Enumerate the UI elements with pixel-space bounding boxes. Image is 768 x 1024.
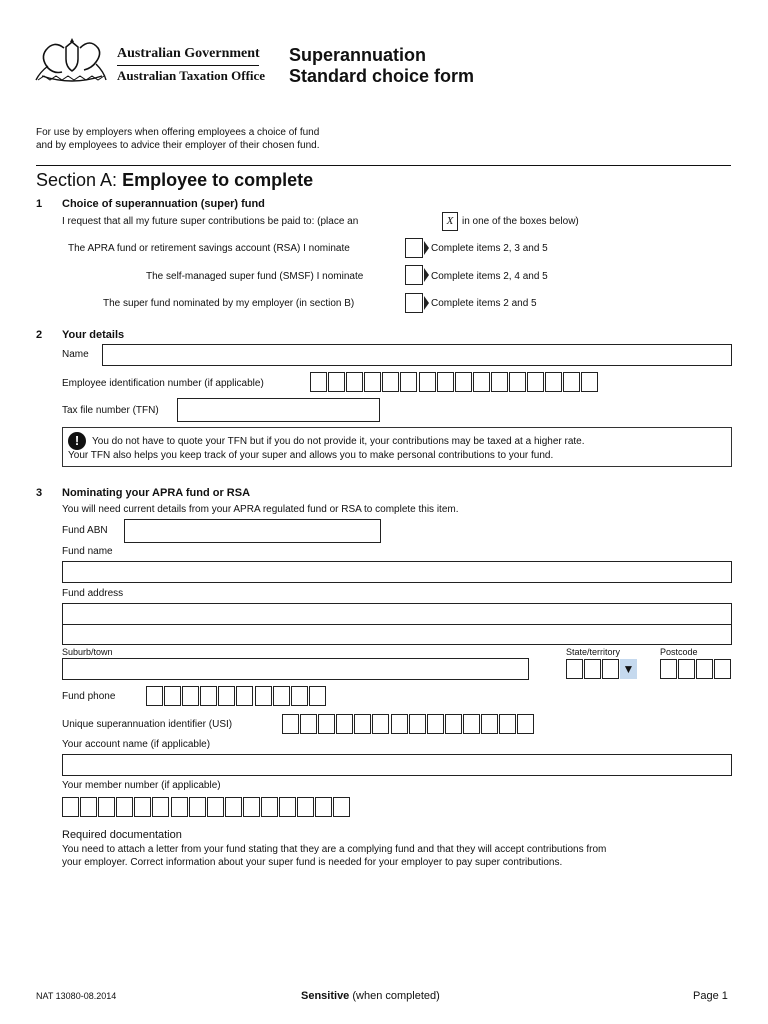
eid-cell[interactable]: [491, 372, 508, 392]
eid-cell[interactable]: [563, 372, 580, 392]
member-cell[interactable]: [98, 797, 115, 817]
state-dropdown-icon[interactable]: ▼: [620, 659, 637, 679]
usi-cell[interactable]: [481, 714, 498, 734]
item2-title: Your details: [62, 329, 125, 341]
phone-cell[interactable]: [291, 686, 308, 706]
option-apra-checkbox[interactable]: [405, 238, 423, 258]
item3-title: Nominating your APRA fund or RSA: [62, 487, 251, 499]
item1-request-after: in one of the boxes below): [462, 216, 579, 227]
fund-phone-label: Fund phone: [62, 691, 116, 702]
item1-title: Choice of superannuation (super) fund: [62, 198, 265, 210]
page-number: Page 1: [693, 990, 728, 1002]
phone-cell[interactable]: [200, 686, 217, 706]
member-number-label: Your member number (if applicable): [62, 780, 221, 791]
fund-name-field[interactable]: [62, 561, 732, 583]
eid-cell[interactable]: [545, 372, 562, 392]
member-cell[interactable]: [225, 797, 242, 817]
intro-line2: and by employees to advice their employer of their chosen fund.: [36, 140, 320, 151]
section-a-prefix: Section A:: [36, 170, 118, 190]
fund-address-line2[interactable]: [62, 624, 732, 645]
x-mark-example: [442, 212, 458, 231]
postcode-cell[interactable]: [696, 659, 713, 679]
usi-cell[interactable]: [517, 714, 534, 734]
commonwealth-coat-of-arms-icon: [34, 36, 110, 86]
tfn-notice-line1: You do not have to quote your TFN but if you do not provide it, your contributions may be taxed at a higher rate.: [92, 436, 585, 447]
postcode-cells[interactable]: [660, 659, 732, 679]
option-smsf-arrow-icon: [424, 268, 429, 282]
member-cell[interactable]: [134, 797, 151, 817]
item1-request-before: I request that all my future super contributions be paid to: (place an: [62, 216, 359, 227]
item3-number: 3: [36, 487, 43, 499]
eid-cells[interactable]: [310, 372, 600, 392]
eid-cell[interactable]: [473, 372, 490, 392]
phone-cell[interactable]: [309, 686, 326, 706]
required-documentation-title: Required documentation: [62, 829, 182, 841]
usi-cell[interactable]: [499, 714, 516, 734]
state-cell[interactable]: [602, 659, 619, 679]
tfn-label: Tax file number (TFN): [62, 405, 159, 416]
member-cell[interactable]: [315, 797, 332, 817]
option-apra-arrow-icon: [424, 241, 429, 255]
usi-cell[interactable]: [427, 714, 444, 734]
member-cell[interactable]: [171, 797, 188, 817]
usi-cell[interactable]: [409, 714, 426, 734]
usi-cell[interactable]: [318, 714, 335, 734]
phone-cell[interactable]: [182, 686, 199, 706]
phone-cell[interactable]: [236, 686, 253, 706]
sensitive-notice: [301, 990, 440, 1002]
required-documentation-line2: your employer. Correct information about your super fund is needed for your employer to pay super contributions.: [62, 857, 563, 868]
member-cell[interactable]: [116, 797, 133, 817]
phone-cell[interactable]: [273, 686, 290, 706]
account-name-label: Your account name (if applicable): [62, 739, 211, 750]
eid-cell[interactable]: [419, 372, 436, 392]
usi-cell[interactable]: [336, 714, 353, 734]
option-apra-label: The APRA fund or retirement savings account (RSA) I nominate: [68, 243, 350, 254]
eid-cell[interactable]: [455, 372, 472, 392]
option-employer-arrow-icon: [424, 296, 429, 310]
member-cell[interactable]: [80, 797, 97, 817]
eid-cell[interactable]: [382, 372, 399, 392]
section-divider: [36, 165, 731, 166]
required-documentation-line1: You need to attach a letter from your fund stating that they are a complying fund and that they will accept contributions from: [62, 844, 607, 855]
state-cell[interactable]: [566, 659, 583, 679]
usi-cell[interactable]: [445, 714, 462, 734]
option-smsf-note: Complete items 2, 4 and 5: [431, 271, 548, 282]
intro-line1: For use by employers when offering employees a choice of fund: [36, 127, 320, 138]
eid-cell[interactable]: [328, 372, 345, 392]
state-cell[interactable]: [584, 659, 601, 679]
form-title-line1: Superannuation: [289, 45, 427, 65]
member-number-cells[interactable]: [62, 797, 352, 817]
suburb-field[interactable]: [62, 658, 529, 680]
state-label: State/territory: [566, 647, 621, 657]
sensitive-label: Sensitive: [301, 990, 350, 1002]
form-title-line2: Standard choice form: [289, 66, 475, 86]
fund-phone-cells[interactable]: [146, 686, 327, 706]
suburb-label: Suburb/town: [62, 647, 113, 657]
member-cell[interactable]: [207, 797, 224, 817]
fund-address-label: Fund address: [62, 588, 124, 599]
tfn-notice-line2: Your TFN also helps you keep track of your super and allows you to make personal contributions to your fund.: [68, 450, 554, 461]
x-mark-text: X: [446, 215, 454, 227]
option-employer-note: Complete items 2 and 5: [431, 298, 537, 309]
name-label: Name: [62, 349, 89, 360]
section-a-title: Employee to complete: [122, 170, 314, 190]
government-name: Australian Government: [117, 46, 260, 61]
option-smsf-label: The self-managed super fund (SMSF) I nominate: [146, 271, 364, 282]
item3-subtitle: You will need current details from your APRA regulated fund or RSA to complete this item.: [62, 504, 459, 515]
member-cell[interactable]: [261, 797, 278, 817]
postcode-label: Postcode: [660, 647, 698, 657]
tfn-notice: [62, 427, 732, 467]
section-a-heading: [36, 170, 313, 191]
name-field[interactable]: [102, 344, 732, 366]
member-cell[interactable]: [62, 797, 79, 817]
phone-cell[interactable]: [146, 686, 163, 706]
fund-abn-field[interactable]: [124, 519, 381, 543]
fund-abn-label: Fund ABN: [62, 525, 108, 536]
usi-cell[interactable]: [391, 714, 408, 734]
option-smsf-checkbox[interactable]: [405, 265, 423, 285]
form-code: NAT 13080-08.2014: [36, 991, 117, 1001]
state-select[interactable]: [566, 659, 620, 679]
eid-cell[interactable]: [509, 372, 526, 392]
usi-cell[interactable]: [463, 714, 480, 734]
eid-cell[interactable]: [346, 372, 363, 392]
eid-cell[interactable]: [310, 372, 327, 392]
member-cell[interactable]: [189, 797, 206, 817]
account-name-field[interactable]: [62, 754, 732, 776]
phone-cell[interactable]: [218, 686, 235, 706]
option-employer-checkbox[interactable]: [405, 293, 423, 313]
usi-cell[interactable]: [354, 714, 371, 734]
postcode-cell[interactable]: [714, 659, 731, 679]
header-divider: [117, 65, 259, 66]
tfn-field[interactable]: [177, 398, 380, 422]
usi-cell[interactable]: [300, 714, 317, 734]
member-cell[interactable]: [243, 797, 260, 817]
postcode-cell[interactable]: [678, 659, 695, 679]
eid-cell[interactable]: [581, 372, 598, 392]
postcode-cell[interactable]: [660, 659, 677, 679]
fund-name-label: Fund name: [62, 546, 113, 557]
agency-name: Australian Taxation Office: [117, 68, 266, 83]
warning-icon: !: [68, 432, 86, 450]
option-employer-label: The super fund nominated by my employer (in section B): [103, 298, 355, 309]
eid-cell[interactable]: [400, 372, 417, 392]
member-cell[interactable]: [152, 797, 169, 817]
usi-cells[interactable]: [282, 714, 535, 734]
member-cell[interactable]: [333, 797, 350, 817]
item1-number: 1: [36, 198, 43, 210]
member-cell[interactable]: [279, 797, 296, 817]
option-apra-note: Complete items 2, 3 and 5: [431, 243, 548, 254]
phone-cell[interactable]: [164, 686, 181, 706]
when-completed-label: (when completed): [352, 990, 440, 1002]
fund-address-line1[interactable]: [62, 603, 732, 625]
eid-cell[interactable]: [527, 372, 544, 392]
usi-label: Unique superannuation identifier (USI): [62, 719, 233, 730]
eid-cell[interactable]: [437, 372, 454, 392]
usi-cell[interactable]: [372, 714, 389, 734]
member-cell[interactable]: [297, 797, 314, 817]
phone-cell[interactable]: [255, 686, 272, 706]
eid-cell[interactable]: [364, 372, 381, 392]
item2-number: 2: [36, 329, 43, 341]
eid-label: Employee identification number (if applicable): [62, 378, 264, 389]
usi-cell[interactable]: [282, 714, 299, 734]
